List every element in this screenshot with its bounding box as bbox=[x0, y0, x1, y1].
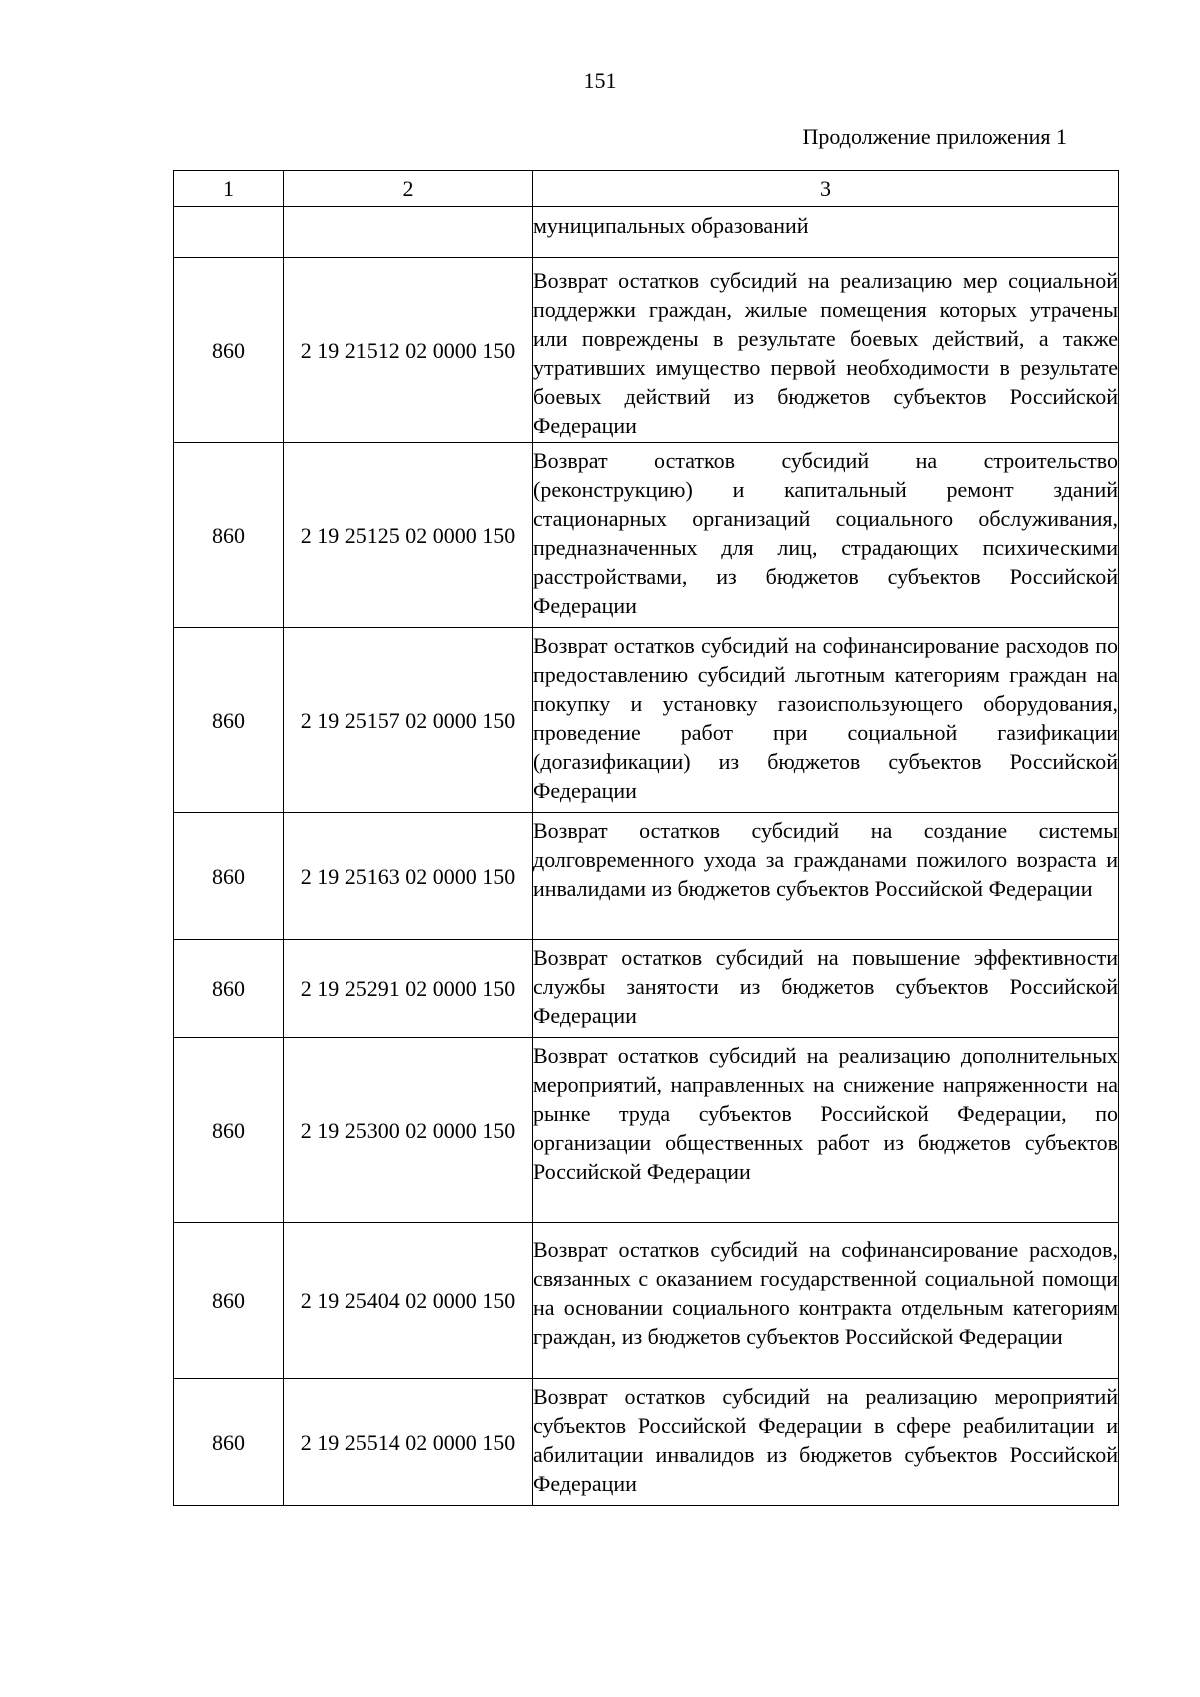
table-row bbox=[174, 1379, 1119, 1506]
appendix-label: Продолжение приложения 1 bbox=[802, 124, 1067, 149]
table-row bbox=[174, 258, 1119, 443]
table-header-row bbox=[174, 171, 1119, 207]
description-cell: Возврат остатков субсидий на реализацию мер социальной поддержки граждан, жилые помещения которых утрачены или повреждены в результате боевых действий, а также утративших имущество первой необходимости в результате боевых действий из бюджетов субъектов Российской Федерации bbox=[533, 258, 1119, 443]
table-row bbox=[174, 940, 1119, 1038]
header-col-3: 3 bbox=[533, 171, 1119, 207]
budget-code-cell: 2 19 25157 02 0000 150 bbox=[284, 628, 533, 813]
description-cell: Возврат остатков субсидий на реализацию мероприятий субъектов Российской Федерации в сфере реабилитации и абилитации инвалидов из бюджетов субъектов Российской Федерации bbox=[533, 1379, 1119, 1506]
budget-code-cell: 2 19 25300 02 0000 150 bbox=[284, 1038, 533, 1223]
budget-code-cell: 2 19 25404 02 0000 150 bbox=[284, 1223, 533, 1379]
description-cell: Возврат остатков субсидий на софинансирование расходов по предоставлению субсидий льготным категориям граждан на покупку и установку газоиспользующего оборудования, проведение работ при социальной газификации (догазификации) из бюджетов субъектов Российской Федерации bbox=[533, 628, 1119, 813]
admin-code-cell: 860 bbox=[174, 1038, 284, 1223]
budget-code-cell: 2 19 25291 02 0000 150 bbox=[284, 940, 533, 1038]
admin-code-cell: 860 bbox=[174, 813, 284, 940]
budget-code-cell: 2 19 21512 02 0000 150 bbox=[284, 258, 533, 443]
header-col-2: 2 bbox=[284, 171, 533, 207]
continuation-description: муниципальных образований bbox=[533, 207, 1119, 258]
description-cell: Возврат остатков субсидий на повышение эффективности службы занятости из бюджетов субъектов Российской Федерации bbox=[533, 940, 1119, 1038]
budget-code-cell: 2 19 25514 02 0000 150 bbox=[284, 1379, 533, 1506]
table-row bbox=[174, 443, 1119, 628]
table-row bbox=[174, 813, 1119, 940]
admin-code-cell: 860 bbox=[174, 443, 284, 628]
continuation-col-1 bbox=[174, 207, 284, 258]
admin-code-cell: 860 bbox=[174, 628, 284, 813]
budget-codes-table bbox=[173, 170, 1119, 1506]
description-cell: Возврат остатков субсидий на реализацию дополнительных мероприятий, направленных на снижение напряженности на рынке труда субъектов Российской Федерации, по организации общественных работ из бюджетов субъектов Российской Федерации bbox=[533, 1038, 1119, 1223]
description-cell: Возврат остатков субсидий на строительство (реконструкцию) и капитальный ремонт зданий стационарных организаций социального обслуживания, предназначенных для лиц, страдающих психическими расстройствами, из бюджетов субъектов Российской Федерации bbox=[533, 443, 1119, 628]
admin-code-cell: 860 bbox=[174, 258, 284, 443]
admin-code-cell: 860 bbox=[174, 940, 284, 1038]
table-row bbox=[174, 1038, 1119, 1223]
description-cell: Возврат остатков субсидий на создание системы долговременного ухода за гражданами пожилого возраста и инвалидами из бюджетов субъектов Российской Федерации bbox=[533, 813, 1119, 940]
admin-code-cell: 860 bbox=[174, 1379, 284, 1506]
budget-code-cell: 2 19 25125 02 0000 150 bbox=[284, 443, 533, 628]
admin-code-cell: 860 bbox=[174, 1223, 284, 1379]
page-number: 151 bbox=[583, 68, 617, 93]
table-row bbox=[174, 1223, 1119, 1379]
continuation-col-2 bbox=[284, 207, 533, 258]
description-cell: Возврат остатков субсидий на софинансирование расходов, связанных с оказанием государственной социальной помощи на основании социального контракта отдельным категориям граждан, из бюджетов субъектов Российской Федерации bbox=[533, 1223, 1119, 1379]
table-row bbox=[174, 628, 1119, 813]
continuation-row bbox=[174, 207, 1119, 258]
budget-code-cell: 2 19 25163 02 0000 150 bbox=[284, 813, 533, 940]
table-body bbox=[174, 171, 1119, 1506]
header-col-1: 1 bbox=[174, 171, 284, 207]
